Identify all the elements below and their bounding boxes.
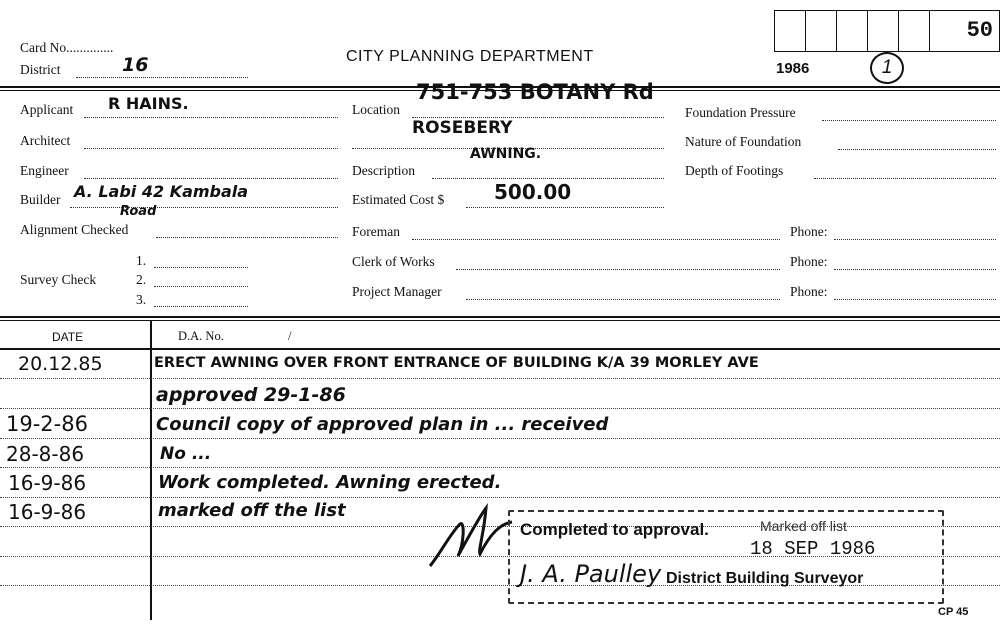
card-number: 50 [966, 18, 993, 43]
foundation-pressure-label: Foundation Pressure [685, 105, 796, 120]
log-date-5: 16-9-86 [8, 471, 87, 495]
district-value: 16 [122, 54, 149, 76]
year: 1986 [776, 60, 810, 77]
da-slash: / [288, 329, 292, 343]
location-value: 751-753 BOTANY Rd [416, 80, 654, 104]
cost-value: 500.00 [494, 180, 572, 204]
survey-item-3: 3. [136, 292, 147, 307]
log-text-3: Council copy of approved plan in ... received [156, 414, 609, 435]
location-label: Location [352, 102, 400, 117]
alignment-label: Alignment Checked [20, 222, 129, 237]
card-number-boxes [774, 10, 1000, 52]
log-text-6: marked off the list [158, 500, 346, 521]
pm-label: Project Manager [352, 284, 442, 299]
builder-label: Builder [20, 192, 61, 207]
stamp-completed: Completed to approval. [520, 520, 709, 539]
description-value: AWNING. [470, 146, 542, 162]
depth-of-footings-label: Depth of Footings [685, 163, 784, 178]
date-header: DATE [52, 330, 84, 344]
stamp-signature: J. A. Paulley [520, 560, 662, 588]
log-date-4: 28-8-86 [6, 442, 85, 466]
architect-label: Architect [20, 133, 71, 148]
stamp-title: District Building Surveyor [666, 570, 864, 587]
survey-item-1: 1. [136, 253, 147, 268]
builder-value: A. Labi 42 Kambala [74, 182, 249, 201]
description-label: Description [352, 163, 415, 178]
log-date-1: 20.12.85 [18, 353, 103, 375]
card-no-label: Card No.............. [20, 40, 114, 55]
stamp-date: 18 SEP 1986 [750, 538, 876, 560]
survey-check-label: Survey Check [20, 272, 97, 287]
phone-label-3: Phone: [790, 284, 828, 299]
phone-label-1: Phone: [790, 224, 828, 239]
cost-label: Estimated Cost $ [352, 192, 445, 207]
phone-label-2: Phone: [790, 254, 828, 269]
department-title: CITY PLANNING DEPARTMENT [346, 48, 594, 65]
applicant-value: R HAINS. [108, 94, 189, 113]
circled-number: 1 [870, 52, 904, 84]
signature-scribble [420, 494, 520, 574]
survey-item-2: 2. [136, 272, 147, 287]
log-date-3: 19-2-86 [6, 412, 88, 436]
da-header: D.A. No. [178, 329, 224, 343]
stamp-marked-off: Marked off list [760, 518, 847, 534]
clerk-label: Clerk of Works [352, 254, 435, 269]
log-text-4: No ... [160, 444, 212, 464]
log-text-1: ERECT AWNING OVER FRONT ENTRANCE OF BUILDING K/A 39 MORLEY AVE [154, 355, 759, 371]
footer-code: CP 45 [938, 606, 969, 618]
district-label: District [20, 62, 61, 77]
applicant-label: Applicant [20, 102, 74, 117]
log-text-5: Work completed. Awning erected. [158, 472, 502, 493]
log-date-6: 16-9-86 [8, 500, 87, 524]
foreman-label: Foreman [352, 224, 400, 239]
engineer-label: Engineer [20, 163, 69, 178]
builder-value-2: Road [120, 204, 157, 219]
nature-of-foundation-label: Nature of Foundation [685, 134, 802, 149]
log-text-2: approved 29-1-86 [156, 384, 346, 406]
location-value-2: ROSEBERY [412, 118, 513, 138]
